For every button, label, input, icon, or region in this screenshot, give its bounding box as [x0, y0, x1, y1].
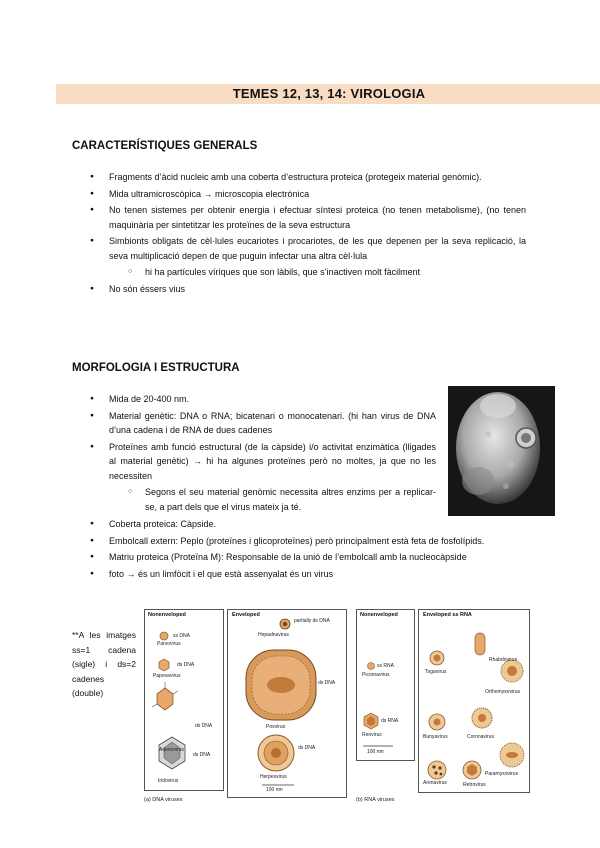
panel-label: Enveloped — [232, 612, 260, 618]
virus-label: Coronavirus — [467, 734, 494, 740]
sub-list-item: ○ hi ha partícules víriques que son làbils, que s’inactiven molt fàcilment — [90, 265, 526, 280]
morphology-list-b — [90, 517, 526, 583]
virus-label: partially ds DNA — [294, 618, 330, 624]
section-heading-morphology: MORFOLOGIA I ESTRUCTURA — [72, 362, 240, 374]
virus-label: ds RNA — [381, 718, 399, 724]
list-item: ● Embolcall extern: Peplo (proteïnes i glicoproteïnes) però principalment està feta de fosfolípids. — [90, 534, 526, 549]
list-item: ● No són éssers vius — [90, 282, 526, 297]
list-item: ● Material genètic: DNA o RNA; bicatenari o monocatenari. (hi han virus de DNA d’una cadena i de RNA de dues cadenes — [90, 409, 436, 438]
list-item: ● Mida ultramicroscòpica → microscopia electrònica — [90, 187, 526, 202]
virus-label: Rhabdovirus — [489, 657, 518, 663]
virus-label: ds DNA — [298, 745, 316, 751]
virus-label: ss DNA — [173, 633, 190, 639]
dna-nonenveloped-panel — [144, 609, 224, 791]
list-item: ● foto → és un limfòcit i el que està assenyalat és un virus — [90, 567, 526, 582]
list-item: ● Fragments d’àcid nucleic amb una coberta d’estructura proteica (protegeix material genòmic). — [90, 170, 526, 185]
side-note: **A les imatges ss=1 cadena (sigle) i ds=2 cadenes (double) — [72, 630, 136, 698]
figure-caption: (a) DNA viruses — [144, 797, 183, 803]
list-item: ● Matriu proteica (Proteïna M): Responsable de la unió de l’embolcall amb la nucleocàpside — [90, 550, 526, 565]
general-list — [90, 170, 526, 298]
virus-label: Retrovirus — [463, 782, 486, 788]
virus-label: Poxvirus — [266, 724, 286, 730]
virus-label: ds DNA — [318, 680, 336, 686]
virus-label: Parvovirus — [157, 641, 181, 647]
virus-label: Adenovirus — [159, 747, 185, 753]
virus-label: Papovavirus — [153, 673, 181, 679]
virus-label: Paramyxovirus — [485, 771, 519, 777]
virus-label: Togavirus — [425, 669, 447, 675]
list-item: ● No tenen sistemes per obtenir energia i efectuar síntesi proteica (no tenen metabolisme), (no tenen maquinària per sintetitzar les proteïnes de la seva estructura — [90, 203, 526, 232]
section-heading-general: CARACTERÍSTIQUES GENERALS — [72, 140, 258, 152]
page-title: TEMES 12, 13, 14: VIROLOGIA — [232, 86, 426, 101]
lymphocyte-photo — [448, 386, 555, 516]
list-item: ● Simbionts obligats de cèl·lules eucariotes i procariotes, de les que depenen per la seva replicació, la seva multiplicació depen de que puguin infectar una altra cèl·lula — [90, 234, 526, 263]
scale-label: 100 nm — [266, 787, 283, 793]
panel-label: Nonenveloped — [148, 612, 186, 618]
virus-label: Reovirus — [362, 732, 382, 738]
virus-label: Hepadnavirus — [258, 632, 289, 638]
dna-enveloped-panel — [227, 609, 347, 798]
morphology-list-a — [90, 392, 436, 516]
list-item: ● Mida de 20-400 nm. — [90, 392, 436, 407]
virus-label: Picornavirus — [362, 672, 390, 678]
virus-label: ss RNA — [377, 663, 394, 669]
virus-label: Arenavirus — [423, 780, 447, 786]
scale-label: 100 nm — [367, 749, 384, 755]
panel-label: Nonenveloped — [360, 612, 398, 618]
rna-enveloped-panel — [418, 609, 530, 793]
rna-nonenveloped-panel — [356, 609, 415, 761]
virus-label: ds DNA — [195, 723, 213, 729]
list-item: ● Proteïnes amb funció estructural (de la càpside) i/o activitat enzimàtica (lligades al material genètic) → hi ha algunes proteïnes però no moltes, ja que no les necessiten — [90, 440, 436, 484]
sub-list-item: ○ Segons el seu material genòmic necessita altres enzims per a replicar-se, a part dels que el virus mateix ja té. — [90, 485, 436, 514]
virus-label: Orthomyxovirus — [485, 689, 521, 695]
virus-label: ds DNA — [177, 662, 195, 668]
virus-label: Bunyavirus — [423, 734, 448, 740]
figure-caption: (b) RNA viruses — [356, 797, 395, 803]
list-item: ● Coberta proteica: Càpside. — [90, 517, 526, 532]
panel-label: Enveloped ss RNA — [423, 612, 472, 618]
virus-label: Iridovirus — [158, 778, 179, 784]
virus-label: Herpesvirus — [260, 774, 287, 780]
virus-label: ds DNA — [193, 752, 211, 758]
